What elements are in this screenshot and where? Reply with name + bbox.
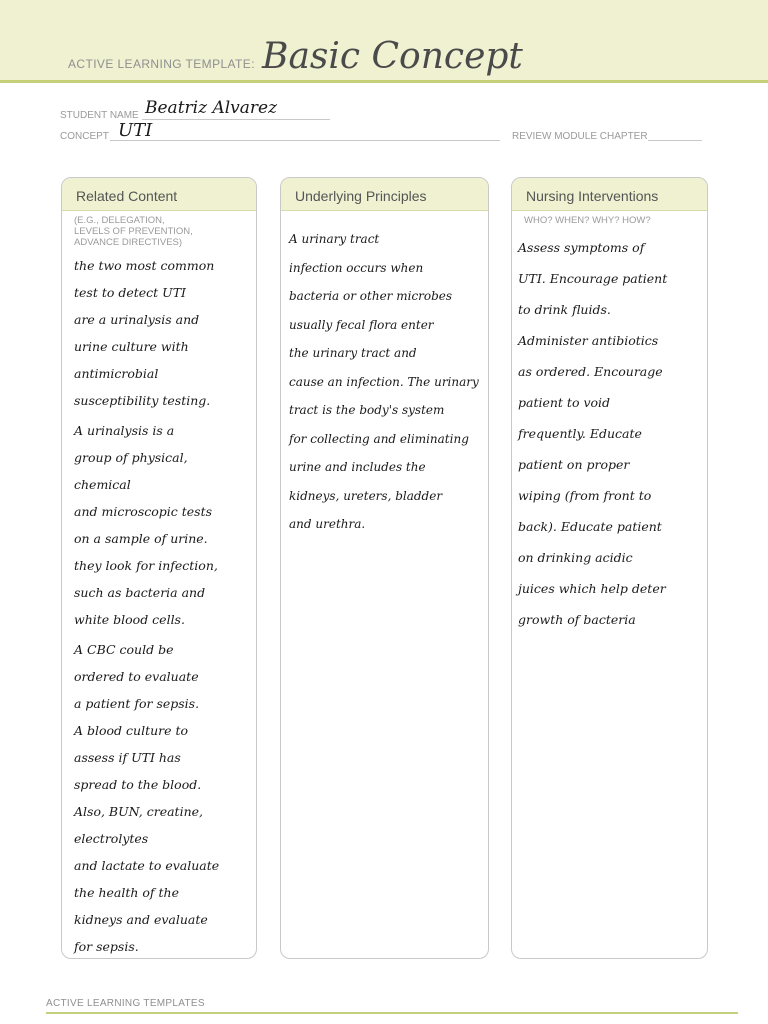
template-title: Basic Concept	[262, 36, 523, 77]
student-name-line	[142, 119, 330, 120]
student-name-label: STUDENT NAME	[60, 110, 139, 121]
underlying-principles-panel	[280, 177, 489, 959]
principles-paragraph: A urinary tract infection occurs when bacteria or other microbes usually fecal flora enter the urinary tract and cause an infection. The urinary tract is the body's system for collecting and eliminating urine and includes the kidneys, ureters, bladder and urethra.	[289, 232, 479, 531]
review-module-line	[648, 140, 702, 141]
nursing-interventions-title: Nursing Interventions	[512, 178, 707, 211]
review-module-label: REVIEW MODULE CHAPTER	[512, 131, 648, 142]
footer-rule	[46, 1012, 738, 1014]
underlying-principles-title: Underlying Principles	[281, 178, 488, 211]
concept-line	[110, 140, 500, 141]
related-paragraph: the two most common test to detect UTI are a urinalysis and urine culture with antimicrobial susceptibility testing.	[74, 258, 215, 408]
interventions-paragraph: Assess symptoms of UTI. Encourage patient to drink fluids. Administer antibiotics as ordered. Encourage patient to void frequently. Educate patient on proper wiping (from front to back). Educate patient on drinking acidic juices which help deter growth of bacteria	[518, 240, 668, 627]
related-content-panel	[61, 177, 257, 959]
nursing-interventions-panel	[511, 177, 708, 959]
concept-label: CONCEPT	[60, 131, 109, 142]
footer-label: ACTIVE LEARNING TEMPLATES	[46, 998, 205, 1009]
template-label: ACTIVE LEARNING TEMPLATE:	[68, 57, 255, 71]
related-paragraph: A urinalysis is a group of physical, chemical and microscopic tests on a sample of urine. they look for infection, such as bacteria and white blood cells.	[74, 423, 218, 627]
concept-value[interactable]: UTI	[118, 120, 153, 141]
underlying-principles-body[interactable]	[281, 211, 488, 539]
nursing-interventions-body[interactable]	[512, 226, 707, 635]
student-name-value[interactable]: Beatriz Alvarez	[145, 98, 278, 118]
related-content-subtitle: (E.G., DELEGATION, LEVELS OF PREVENTION, ADVANCE DIRECTIVES)	[74, 215, 193, 248]
nursing-interventions-subtitle: WHO? WHEN? WHY? HOW?	[524, 215, 651, 226]
related-paragraph: A CBC could be ordered to evaluate a patient for sepsis. A blood culture to assess if UTI has spread to the blood. Also, BUN, creatine, electrolytes and lactate to evaluate the health of the kidneys and evaluate for sepsis.	[74, 642, 220, 954]
related-content-body[interactable]	[62, 248, 256, 959]
related-content-title: Related Content	[62, 178, 256, 211]
